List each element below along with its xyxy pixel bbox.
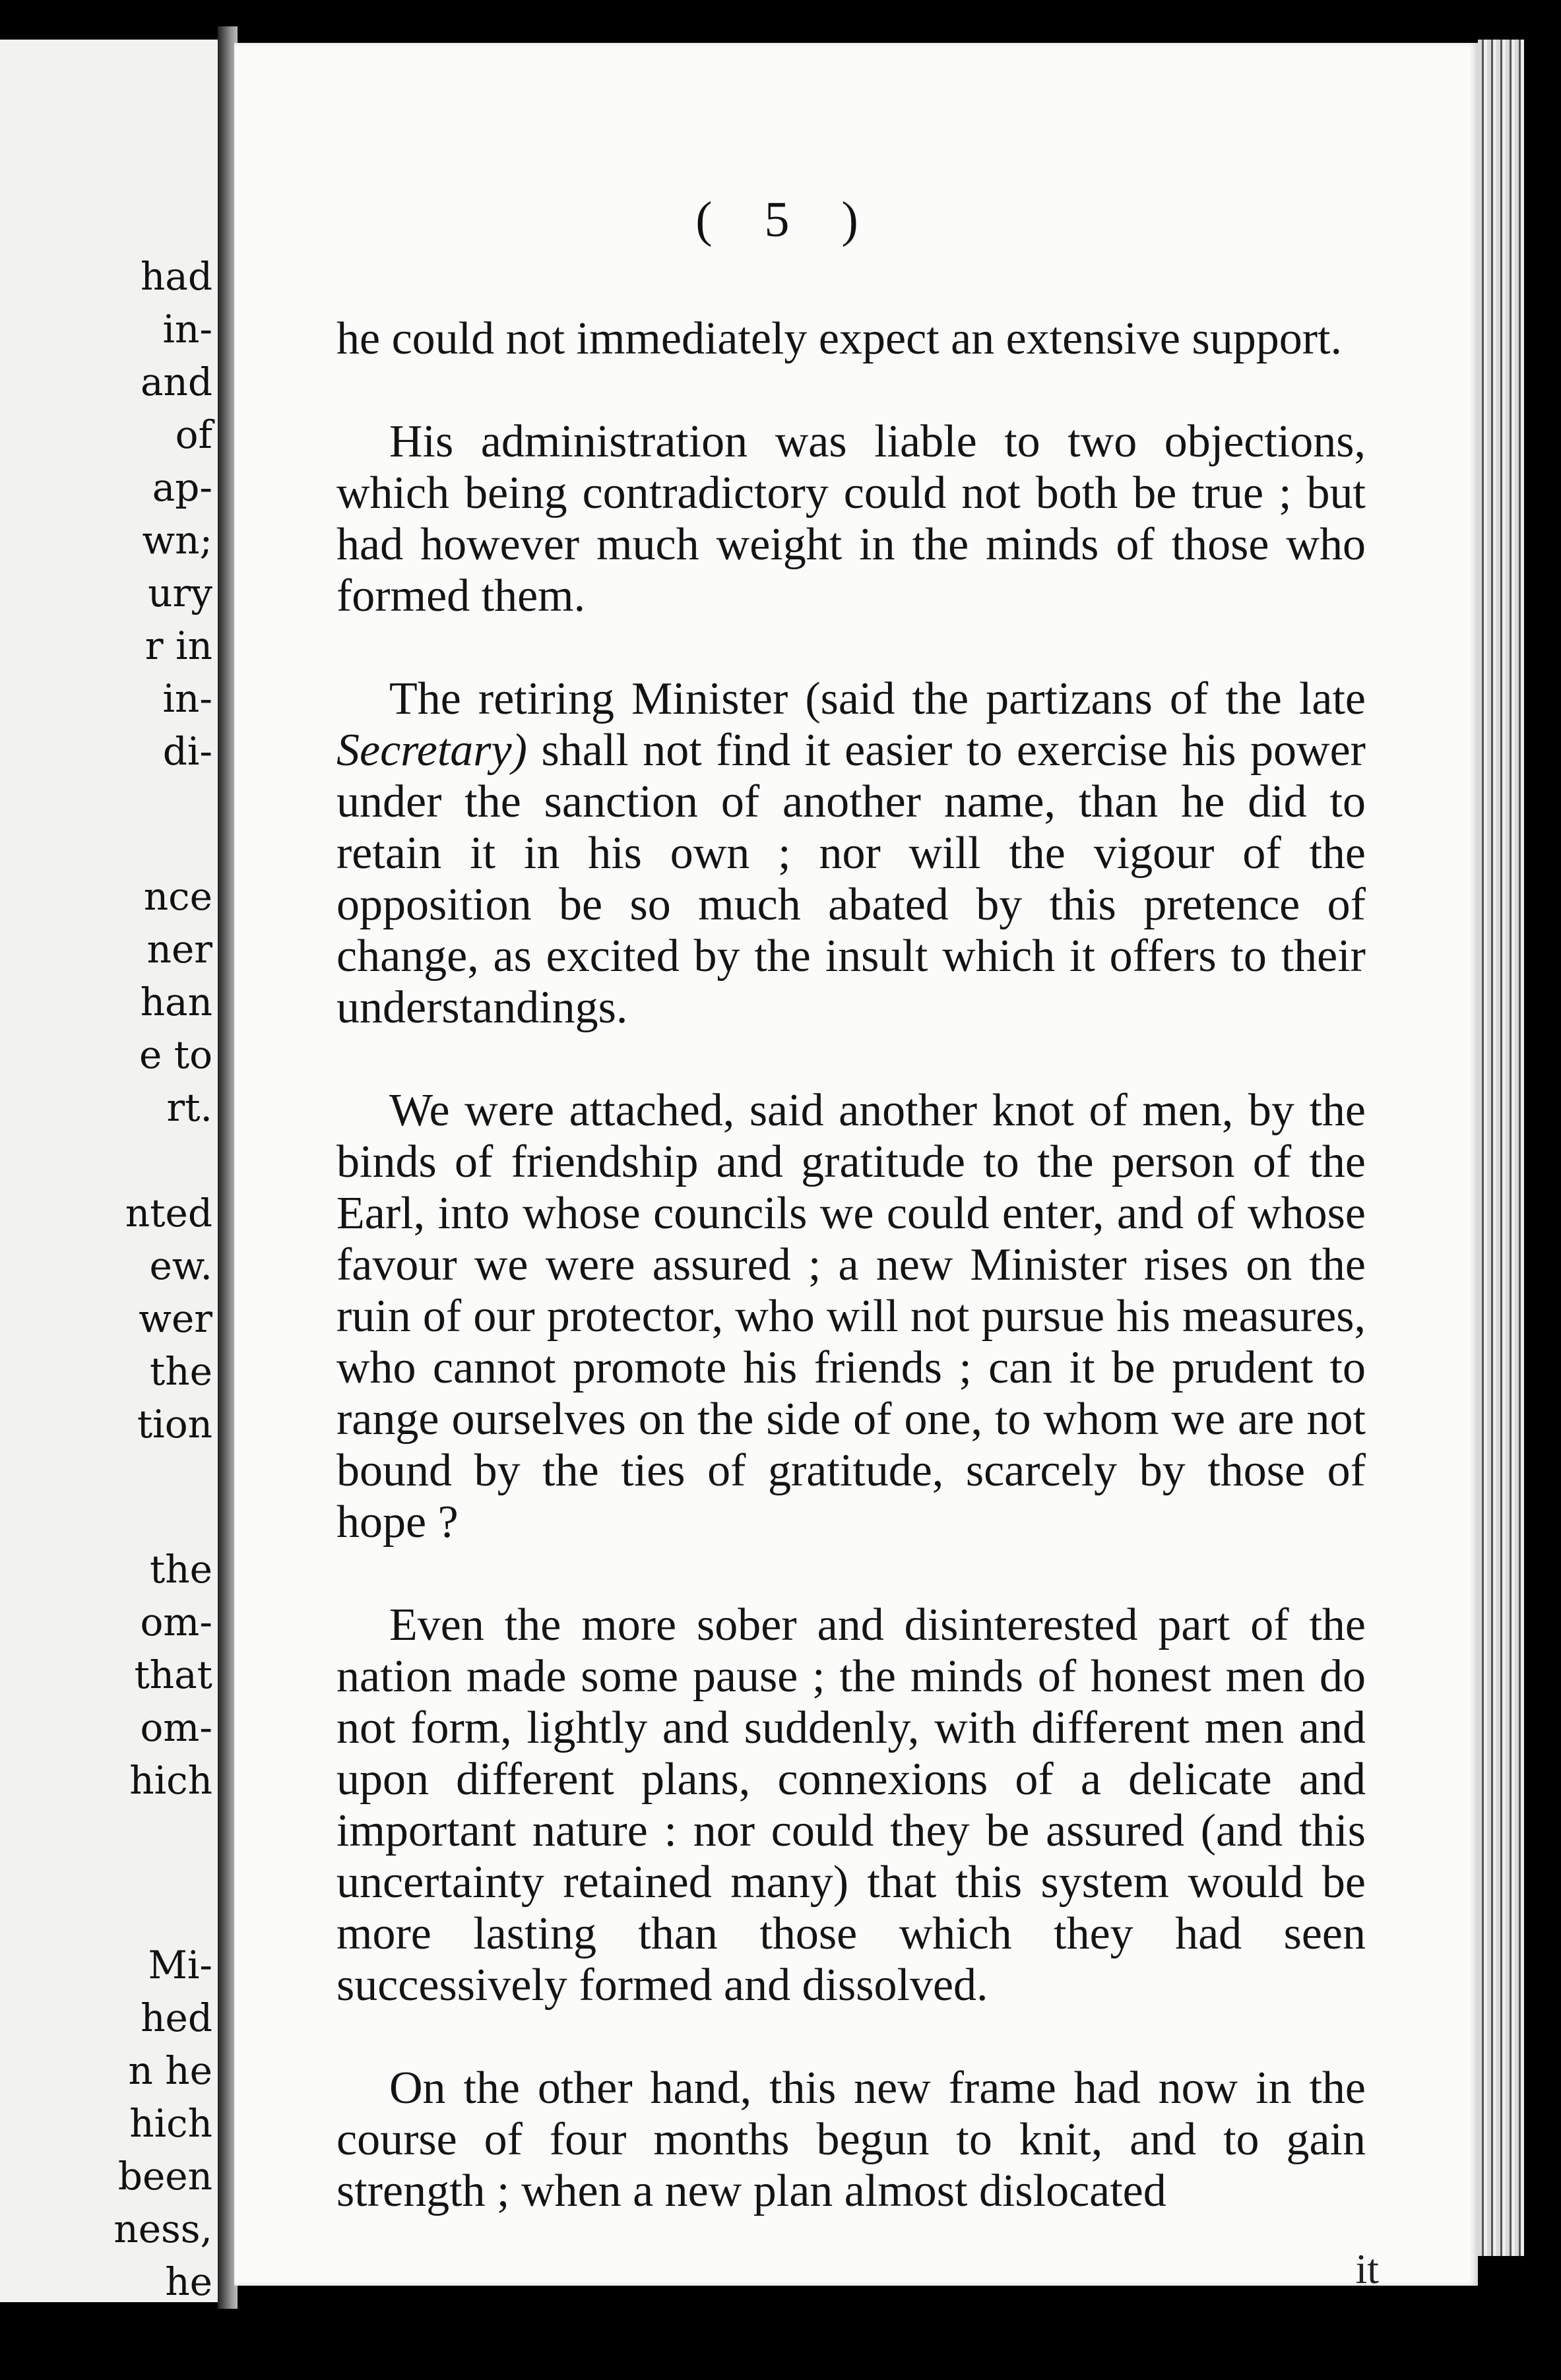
left-page-text-fragment: had [140,254,212,299]
left-page-text-fragment: e to [139,1032,212,1077]
left-page-text-fragment: the [150,1547,212,1592]
left-facing-page [0,40,218,2302]
left-page-text-fragment: the [150,1349,212,1394]
paragraph-text: The retiring Minister (said the partizans of the late [389,673,1366,724]
left-page-text-fragment: wn; [142,518,212,563]
book-page [234,43,1478,2286]
left-page-text-fragment: di- [162,729,212,774]
left-page-text-fragment: been [117,2154,212,2199]
left-page-text-fragment: om- [140,1705,212,1750]
left-page-text-fragment: tion [137,1402,212,1447]
paragraph: Even the more sober and disinterested part of the nation made some pause ; the minds of honest men do not form, lightly and suddenly, with different men and upon different plans, connexions of a delicate and important nature : nor could they be assured (and this uncertainty retained many) that this system would be more lasting than those which they had seen successively formed and dissolved. [336,1600,1366,2011]
left-page-text-fragment: hich [129,2101,212,2146]
page-body [336,313,1366,2269]
left-page-text-fragment: han [140,980,212,1024]
left-page-text-fragment: ury [148,571,212,615]
left-page-text-fragment: he [165,2259,212,2302]
paragraph: His administration was liable to two objections, which being contradictory could not both be true ; but had however much weight in the minds of those who formed them. [336,416,1366,621]
paragraph: he could not immediately expect an extensive support. [336,313,1343,364]
page-edges [1478,40,1524,2256]
page-number: ( 5 ) [695,192,878,247]
left-page-text-fragment: om- [140,1600,212,1644]
italic-word: Secretary) [336,725,527,776]
paragraph-text: shall not find it easier to exercise his power under the sanction of another name, than he did to retain it in his own ; nor will the vigour of the opposition be so much abated by this pretence of change, as excited by the insult which it offers to their understandings. [336,725,1366,1033]
left-page-text-fragment: ner [146,927,212,972]
left-page-text-fragment: ew. [149,1243,212,1288]
left-page-text-fragment: ap- [152,465,212,510]
left-page-text-fragment: nce [143,874,212,919]
left-page-text-fragment: and [140,360,212,404]
left-page-text-fragment: in- [162,676,212,721]
left-page-text-fragment: that [134,1652,212,1697]
left-page-text-fragment: Mi- [148,1943,212,1988]
left-page-text-fragment: hed [141,1995,212,2040]
catchword: it [1355,2245,1379,2286]
paragraph: On the other hand, this new frame had now in the course of four months begun to knit, and to gain strength ; when a new plan almost dislocated [336,2063,1366,2216]
left-page-text-fragment: hich [129,1758,212,1803]
left-page-text-fragment: ness, [113,2207,212,2251]
left-page-text-fragment: r in [144,623,212,668]
paragraph: We were attached, said another knot of men, by the binds of friendship and gratitude to the person of the Earl, into whose councils we could enter, and of whose favour we were assured ; a new Minister rises on the ruin of our protector, who will not pursue his measures, who cannot promote his friends ; can it be prudent to range ourselves on the side of one, to whom we are not bound by the ties of gratitude, scarcely by those of hope ? [336,1085,1366,1548]
left-page-text-fragment: n he [128,2048,212,2093]
paragraph [336,673,1366,1034]
left-page-text-fragment: wer [139,1296,212,1341]
left-page-text-fragment: nted [125,1191,212,1236]
left-page-text-fragment: rt. [166,1085,212,1130]
left-page-text-fragment: in- [162,307,212,352]
left-page-text-fragment: of [175,412,212,457]
